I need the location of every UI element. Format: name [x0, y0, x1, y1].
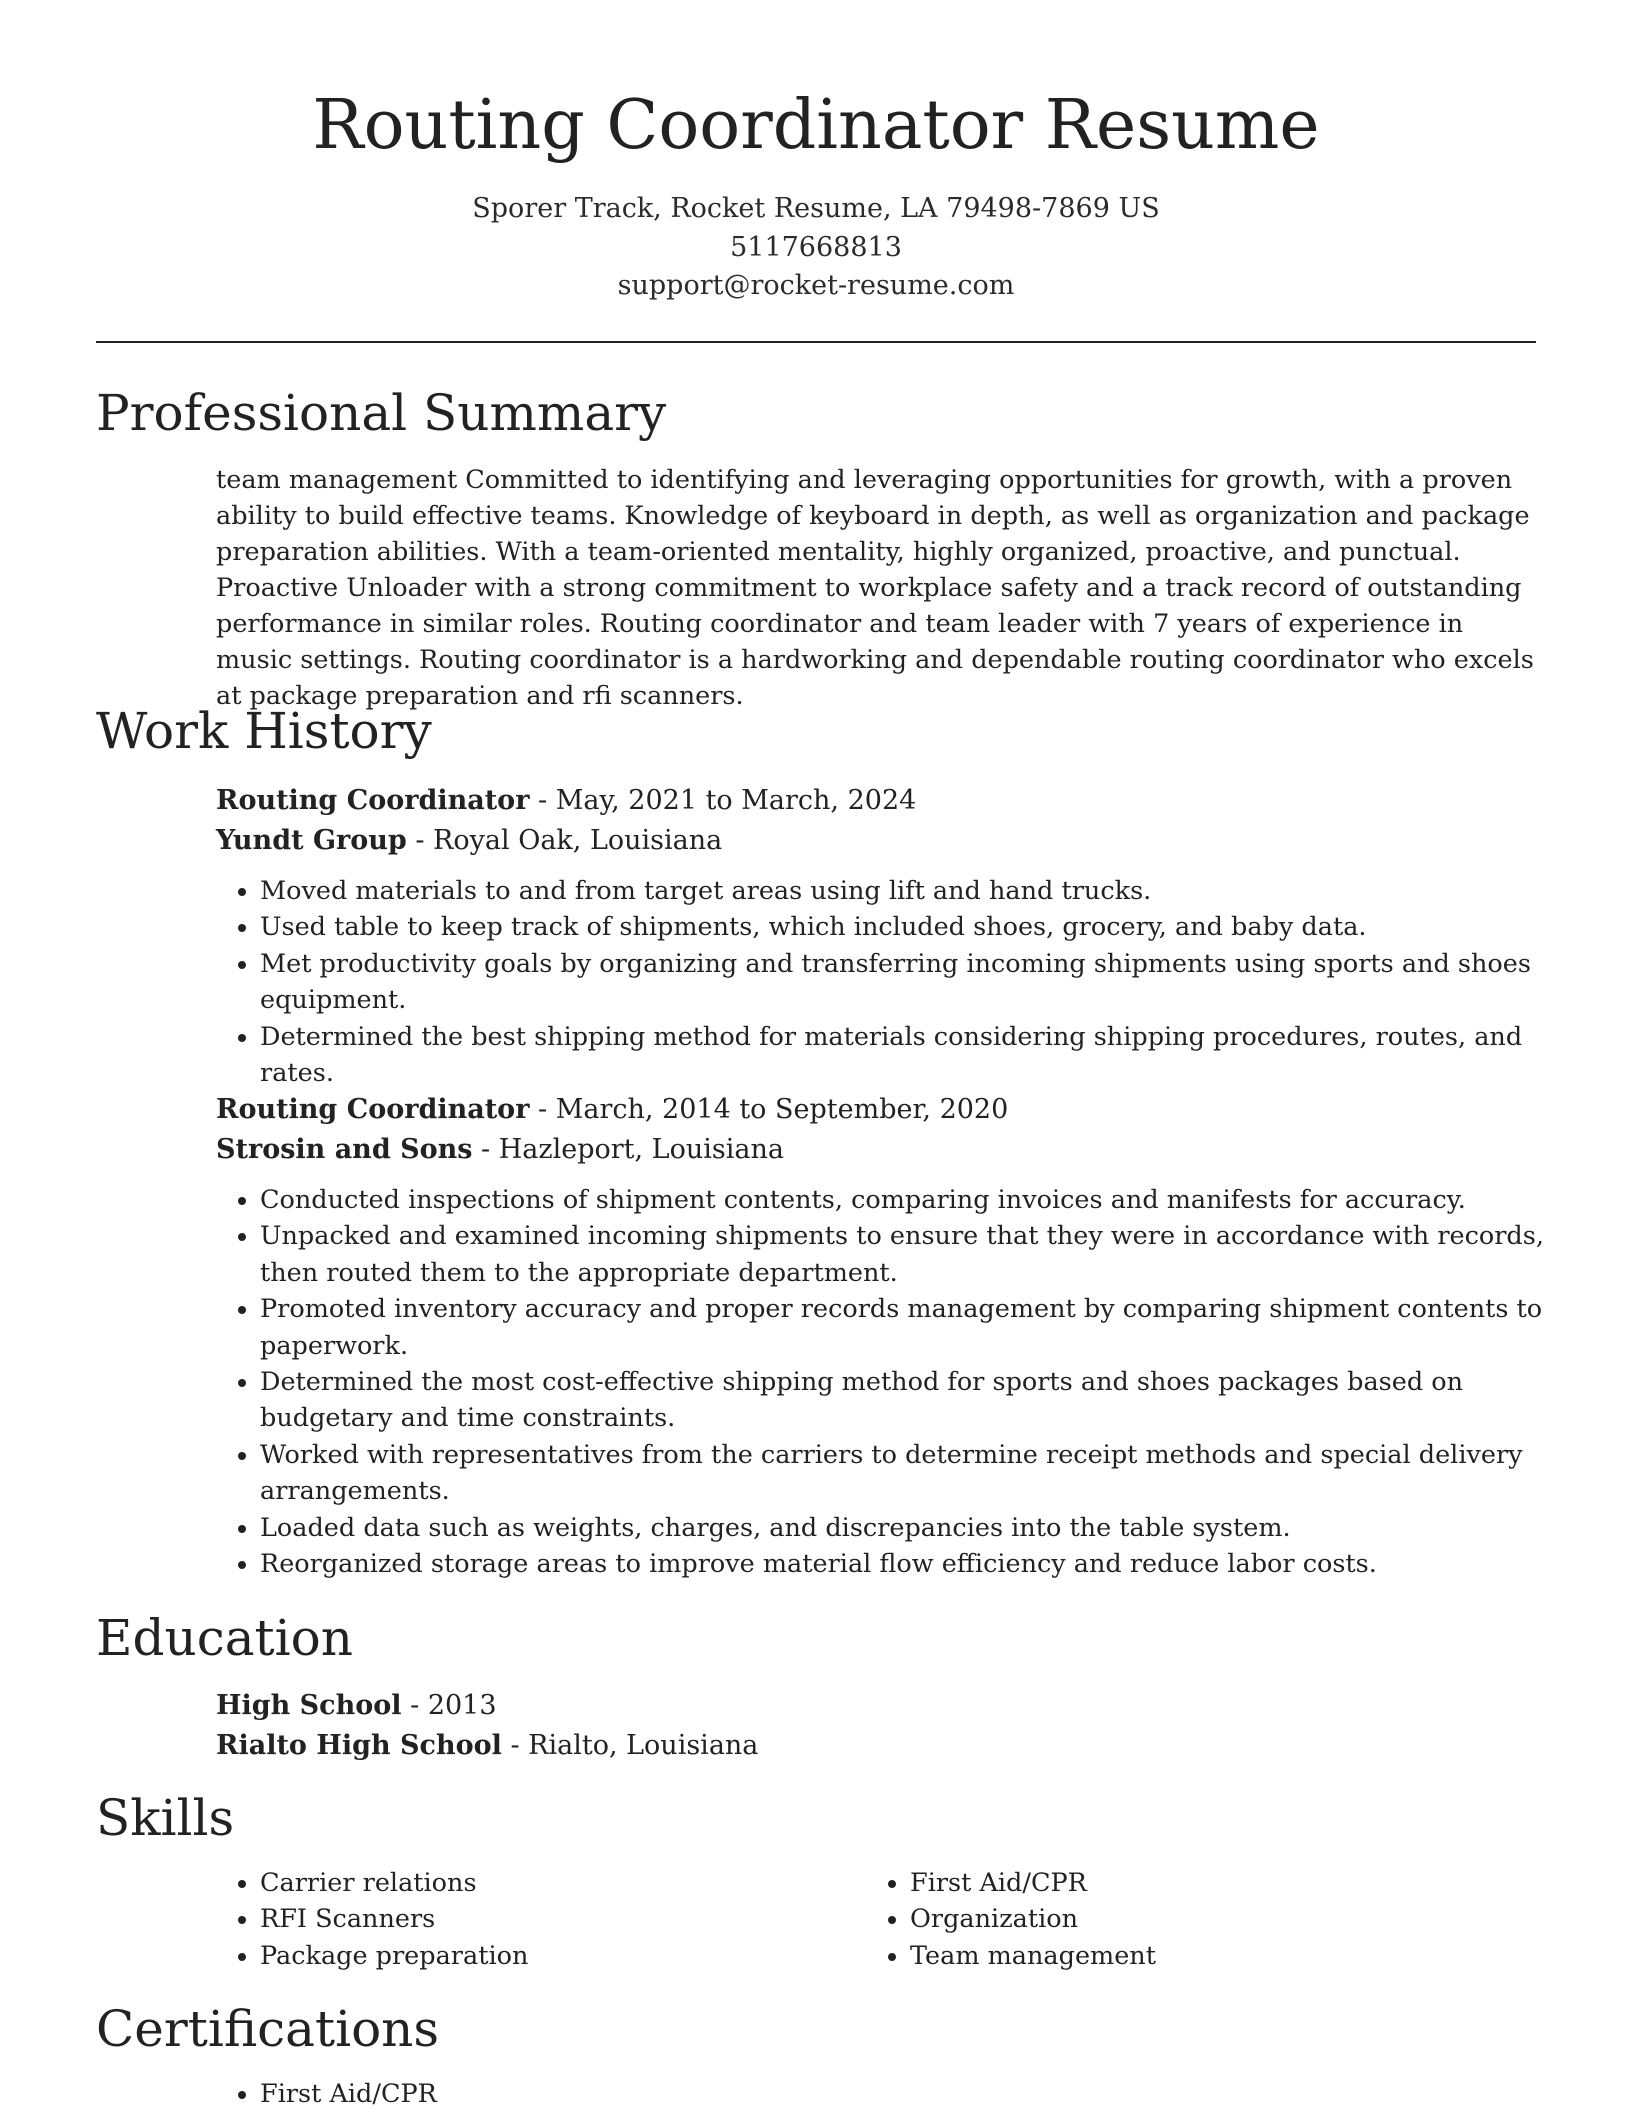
skills-column-left	[216, 1865, 856, 1974]
section-title-skills: Skills	[96, 1789, 235, 1847]
section-title-summary: Professional Summary	[96, 384, 667, 442]
job-company-line	[216, 1130, 1546, 1170]
job-bullets	[216, 873, 1546, 1091]
certifications-bullets	[216, 2076, 1546, 2112]
job-bullet: • Loaded data such as weights, charges, and discrepancies into the table system.	[260, 1510, 1546, 1546]
job-bullet: • Met productivity goals by organizing and transferring incoming shipments using sports and shoes equipment.	[260, 946, 1546, 1019]
job-bullet: • Moved materials to and from target areas using lift and hand trucks.	[260, 873, 1546, 909]
job-bullet: • Conducted inspections of shipment contents, comparing invoices and manifests for accuracy.	[260, 1182, 1546, 1218]
job-bullet: • Determined the best shipping method for materials considering shipping procedures, routes, and rates.	[260, 1019, 1546, 1092]
job-title-line	[216, 1090, 1546, 1130]
job-bullet: • Promoted inventory accuracy and proper records management by comparing shipment contents to paperwork.	[260, 1291, 1546, 1364]
skill-item: • Team management	[910, 1938, 1546, 1974]
resume-header	[0, 82, 1632, 306]
job-company-line	[216, 821, 1546, 861]
job-entry	[216, 1090, 1546, 1582]
job-title: Routing Coordinator	[216, 785, 530, 816]
section-title-education: Education	[96, 1609, 353, 1667]
skill-item: • First Aid/CPR	[910, 1865, 1546, 1901]
job-bullet: • Used table to keep track of shipments, which included shoes, grocery, and baby data.	[260, 909, 1546, 945]
education-school-line	[216, 1726, 1546, 1766]
certification-item: • First Aid/CPR	[260, 2076, 1546, 2112]
contact-block	[0, 190, 1632, 306]
skill-item: • RFI Scanners	[260, 1901, 856, 1937]
skill-item: • Package preparation	[260, 1938, 856, 1974]
section-title-certifications: Certifications	[96, 2000, 440, 2058]
skills-bullets-left	[216, 1865, 856, 1974]
education-year: - 2013	[401, 1690, 497, 1721]
job-dates: - May, 2021 to March, 2024	[529, 785, 917, 816]
education-school: Rialto High School	[216, 1730, 502, 1761]
education-location: - Rialto, Louisiana	[501, 1730, 759, 1761]
skill-item: • Carrier relations	[260, 1865, 856, 1901]
job-dates: - March, 2014 to September, 2020	[529, 1094, 1009, 1125]
header-divider	[96, 341, 1536, 343]
job-company: Yundt Group	[216, 825, 407, 856]
certifications-list	[216, 2076, 1546, 2112]
skills-column-right	[866, 1865, 1546, 1974]
job-bullet: • Reorganized storage areas to improve material flow efficiency and reduce labor costs.	[260, 1546, 1546, 1582]
job-bullet: • Determined the most cost-effective shipping method for sports and shoes packages based on budgetary and time constraints.	[260, 1364, 1546, 1437]
education-entry	[216, 1686, 1546, 1766]
skill-item: • Organization	[910, 1901, 1546, 1937]
job-company: Strosin and Sons	[216, 1134, 473, 1165]
education-degree: High School	[216, 1690, 402, 1721]
contact-email: support@rocket-resume.com	[617, 270, 1015, 301]
job-entry	[216, 781, 1546, 1091]
skills-bullets-right	[866, 1865, 1546, 1974]
job-bullet: • Unpacked and examined incoming shipments to ensure that they were in accordance with records, then routed them to the appropriate department.	[260, 1218, 1546, 1291]
job-bullets	[216, 1182, 1546, 1582]
job-title-line	[216, 781, 1546, 821]
job-location: - Hazleport, Louisiana	[472, 1134, 784, 1165]
resume-title: Routing Coordinator Resume	[312, 86, 1320, 165]
summary-text: team management Committed to identifying and leveraging opportunities for growth, with a proven ability to build effective teams. Knowledge of keyboard in depth, as well as organization and package preparation abilities. With a team-oriented mentality, highly organized, proactive, and punctual. Proactive Unloader with a strong commitment to workplace safety and a track record of outstanding performance in similar roles. Routing coordinator and team leader with 7 years of experience in music settings. Routing coordinator is a hardworking and dependable routing coordinator who excels at package preparation and rfi scanners.	[216, 465, 1534, 711]
section-title-work-history: Work History	[96, 702, 432, 760]
contact-phone: 5117668813	[730, 231, 902, 263]
contact-address: Sporer Track, Rocket Resume, LA 79498-7869 US	[472, 193, 1160, 224]
job-location: - Royal Oak, Louisiana	[406, 825, 723, 856]
job-title: Routing Coordinator	[216, 1094, 530, 1125]
education-degree-line	[216, 1686, 1546, 1726]
job-bullet: • Worked with representatives from the carriers to determine receipt methods and special delivery arrangements.	[260, 1437, 1546, 1510]
